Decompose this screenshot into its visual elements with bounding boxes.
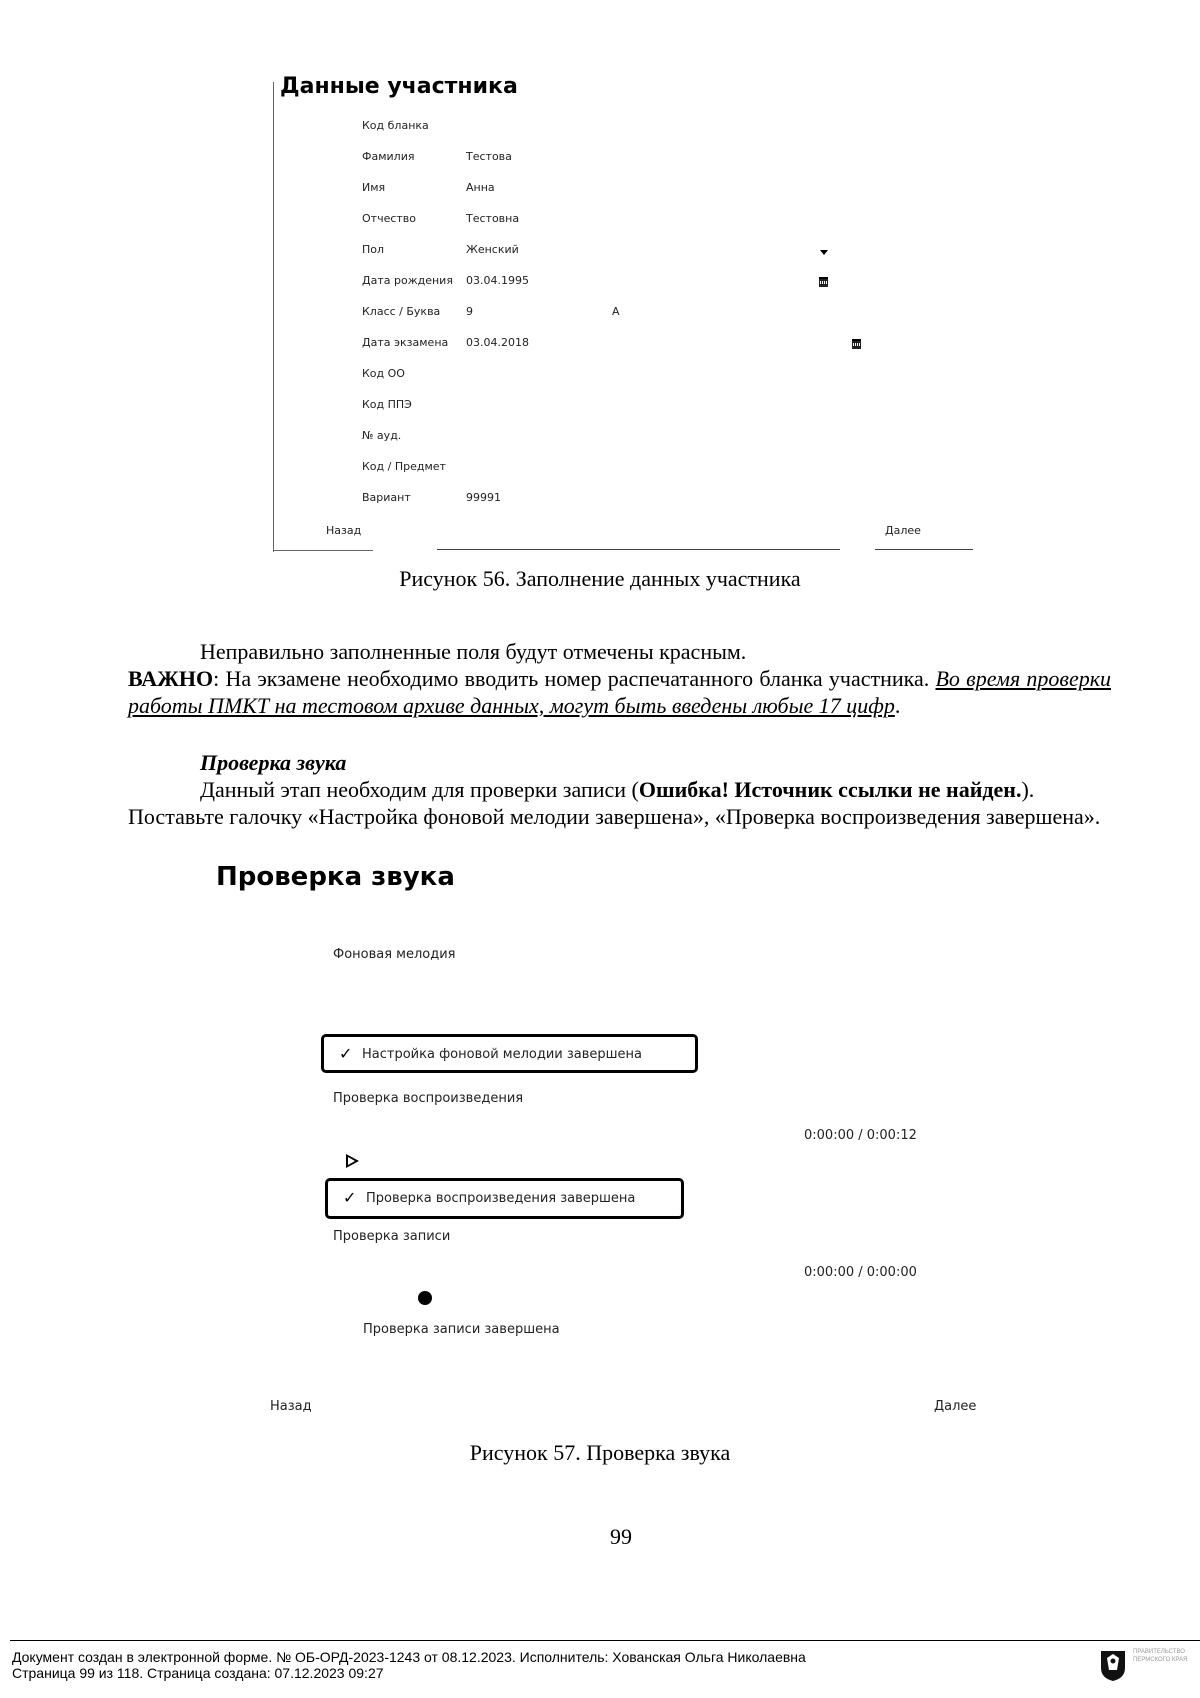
- checkbox-label: Проверка воспроизведения завершена: [366, 1191, 636, 1206]
- record-done-checkbox[interactable]: Проверка записи завершена: [363, 1322, 560, 1337]
- field-value[interactable]: Тестовна: [466, 212, 520, 225]
- field-label: Код ППЭ: [362, 398, 412, 411]
- bg-melody-label: Фоновая мелодия: [333, 947, 456, 962]
- back-button[interactable]: Назад: [270, 1399, 312, 1414]
- important-label: ВАЖНО: [128, 666, 214, 691]
- figure56-caption: Рисунок 56. Заполнение данных участника: [399, 566, 801, 591]
- field-value[interactable]: 99991: [466, 491, 501, 504]
- figure57-caption: Рисунок 57. Проверка звука: [469, 1440, 731, 1465]
- play-icon[interactable]: [346, 1154, 359, 1168]
- p2-bold: Ошибка! Источник ссылки не найден.: [638, 777, 1022, 802]
- important-italic: Во время проверки работы ПМКТ на тестовом архиве данных, могут быть введены любые 17 цифр: [128, 666, 1111, 718]
- paragraph: Неправильно заполненные поля будут отмечены красным.: [200, 639, 747, 664]
- field-label: № ауд.: [362, 429, 402, 442]
- next-button[interactable]: Далее: [934, 1399, 977, 1414]
- figure57-title: Проверка звука: [216, 862, 455, 892]
- important-text: : На экзамене необходимо вводить номер распечатанного бланка участника.: [213, 666, 936, 691]
- figure56-frame-left: [273, 82, 274, 552]
- record-label: Проверка записи: [333, 1229, 451, 1244]
- record-icon[interactable]: [418, 1291, 432, 1305]
- checkmark-icon: ✓: [339, 1046, 353, 1063]
- field-label: Дата рождения: [362, 274, 453, 287]
- important-end: .: [894, 693, 901, 718]
- field-label: Имя: [362, 181, 386, 194]
- field-label: Дата экзамена: [362, 336, 449, 349]
- gender-select-value[interactable]: Женский: [466, 243, 519, 256]
- figure56-title: Данные участника: [280, 74, 518, 99]
- page-number: 99: [610, 1524, 632, 1549]
- emblem-text: ПРАВИТЕЛЬСТВО ПЕРМСКОГО КРАЯ: [1133, 1649, 1188, 1663]
- back-button[interactable]: Назад: [326, 524, 362, 537]
- footer-line-2: Страница 99 из 118. Страница создана: 07.12.2023 09:27: [12, 1665, 384, 1681]
- paragraph: Поставьте галочку «Настройка фоновой мелодии завершена», «Проверка воспроизведения завершена».: [128, 804, 1101, 829]
- playback-label: Проверка воспроизведения: [333, 1091, 524, 1106]
- field-label: Пол: [362, 243, 385, 256]
- field-value[interactable]: Анна: [466, 181, 495, 194]
- field-label: Код ОО: [362, 367, 405, 380]
- divider: [437, 549, 840, 550]
- footer-line-1: Документ создан в электронной форме. № ОБ-ОРД-2023-1243 от 08.12.2023. Исполнитель: Хованская Ольга Николаевна: [12, 1649, 806, 1665]
- playback-time: 0:00:00 / 0:00:12: [804, 1128, 917, 1143]
- figure56-frame-bottom: [273, 550, 373, 551]
- field-label: Отчество: [362, 212, 417, 225]
- calendar-icon[interactable]: [852, 339, 861, 349]
- important-paragraph: [128, 665, 1111, 719]
- field-value[interactable]: 03.04.1995: [466, 274, 529, 287]
- field-label: Код / Предмет: [362, 460, 446, 473]
- field-label: Код бланка: [362, 119, 429, 132]
- calendar-icon[interactable]: [819, 277, 828, 287]
- checkbox-label: Настройка фоновой мелодии завершена: [362, 1047, 643, 1062]
- divider: [875, 549, 973, 550]
- playback-done-checkbox[interactable]: [325, 1178, 684, 1219]
- bg-melody-done-checkbox[interactable]: [321, 1034, 698, 1073]
- paragraph: [200, 776, 1034, 803]
- chevron-down-icon[interactable]: [820, 250, 828, 255]
- p2-start: Данный этап необходим для проверки записи (: [200, 777, 639, 802]
- class-value[interactable]: 9: [466, 305, 473, 318]
- field-value[interactable]: 03.04.2018: [466, 336, 529, 349]
- letter-value[interactable]: А: [612, 305, 620, 318]
- next-button[interactable]: Далее: [885, 524, 921, 537]
- field-label: Класс / Буква: [362, 305, 441, 318]
- record-time: 0:00:00 / 0:00:00: [804, 1265, 917, 1280]
- checkmark-icon: ✓: [343, 1190, 357, 1207]
- section-heading: Проверка звука: [200, 750, 347, 775]
- field-label: Вариант: [362, 491, 411, 504]
- field-label: Фамилия: [362, 150, 415, 163]
- p2-end: ).: [1021, 777, 1035, 802]
- emblem-icon: [1098, 1648, 1128, 1682]
- footer-divider: [10, 1640, 1200, 1641]
- field-value[interactable]: Тестова: [466, 150, 512, 163]
